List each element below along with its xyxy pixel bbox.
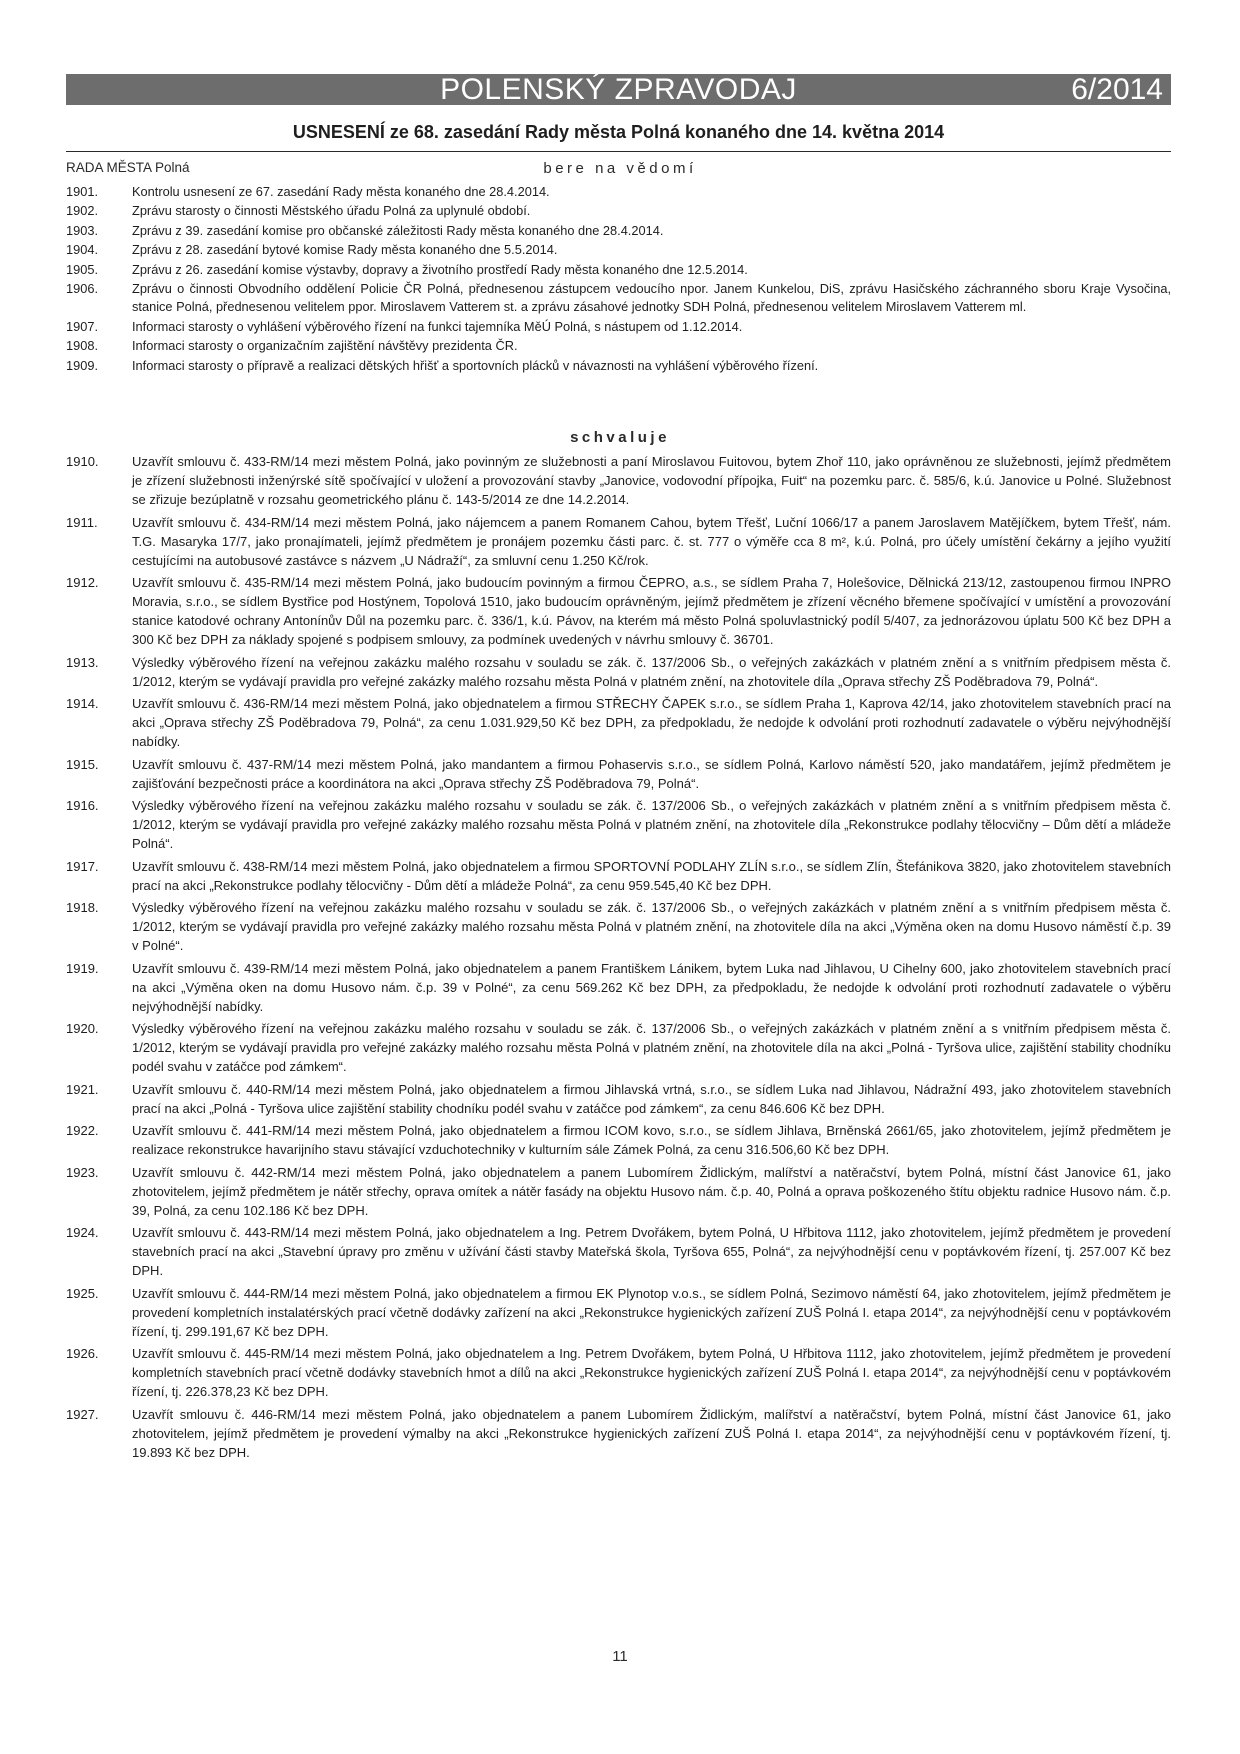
notes-item: [66, 357, 1171, 375]
resolution-item: [66, 1163, 1171, 1220]
masthead-banner: [66, 74, 1171, 105]
resolution-item: [66, 573, 1171, 649]
resolution-item: [66, 513, 1171, 570]
resolution-item: [66, 1405, 1171, 1462]
resolution-text: Výsledky výběrového řízení na veřejnou zakázku malého rozsahu v souladu se zák. č. 137/2006 Sb., o veřejných zakázkách v platném znění a s vnitřním předpisem města č. 1/2012, kterým se vydávají pravidla pro veřejné zakázky malého rozsahu města Polná v platném znění, na zhotovitele díla „Rekonstrukce podlahy tělocvičny – Dům dětí a mládeže Polná“.: [132, 798, 1171, 851]
resolution-item: [66, 653, 1171, 691]
resolution-text: Uzavřít smlouvu č. 446-RM/14 mezi městem Polná, jako objednatelem a panem Lubomírem Židlickým, malířství a natěračství, bytem Polná, místní část Janovice 61, jako zhotovitelem, jejímž předmětem je provedení výmalby na akci „Rekonstrukce hygienických zařízení ZUŠ Polná I. etapa 2014“, za nejvýhodnější cenu v poptávkovém řízení, tj. 19.893 Kč bez DPH.: [132, 1406, 1171, 1460]
resolution-text: Zprávu z 28. zasedání bytové komise Rady města konaného dne 5.5.2014.: [132, 242, 558, 258]
resolution-text: Uzavřít smlouvu č. 434-RM/14 mezi městem Polná, jako nájemcem a panem Romanem Cahou, bytem Třešť, Luční 1066/17 a panem Jaroslavem Matějíčkem, bytem Třešť, nám. T.G. Masaryka 17/7, jako pronajímateli, jejímž předmětem je pronájem pozemku části parc. č. st. 777 o výměře cca 8 m², k.ú. Polná, pro účely umístění čekárny a jejího využití cestujícími na autobusové zastávce s názvem „U Nádraží“, za smluvní cenu 1.250 Kč/rok.: [132, 514, 1171, 568]
resolution-item: [66, 452, 1171, 509]
resolution-number: 1924.: [66, 1225, 99, 1240]
resolution-text: Uzavřít smlouvu č. 444-RM/14 mezi městem Polná, jako objednatelem a firmou EK Plynotop v.o.s., se sídlem Polná, Sezimovo náměstí 64, jako zhotovitelem, jejímž předmětem je provedení kompletních instalatérských prací včetně dodávky zařízení na akci „Rekonstrukce hygienických zařízení ZUŠ Polná I. etapa 2014“, za nejvýhodnější cenu v poptávkovém řízení, tj. 299.191,67 Kč bez DPH.: [132, 1285, 1171, 1339]
resolution-text: Informaci starosty o vyhlášení výběrového řízení na funkci tajemníka MěÚ Polná, s nástupem od 1.12.2014.: [132, 318, 743, 334]
resolution-text: Uzavřít smlouvu č. 439-RM/14 mezi městem Polná, jako objednatelem a panem Františkem Lánikem, bytem Luka nad Jihlavou, U Cihelny 600, jako zhotovitelem stavebních prací na akci „Výměna oken na domu Husovo nám. č.p. 39 v Polné“, za cenu 569.262 Kč bez DPH, za předpokladu, že nedojde k odvolání proti rozhodnutí zadavatele o výběru nejvýhodnější nabídky.: [132, 960, 1171, 1014]
resolution-item: [66, 1080, 1171, 1118]
resolution-number: 1906.: [66, 281, 99, 297]
title-divider: [66, 151, 1171, 152]
notes-item: [66, 183, 1171, 201]
resolution-text: Uzavřít smlouvu č. 441-RM/14 mezi městem Polná, jako objednatelem a firmou ICOM kovo, s.r.o., se sídlem Jihlava, Brněnská 2661/65, jako zhotovitelem, jejímž předmětem je realizace rekonstrukce havarijního stavu stávající vzduchotechniky v kulturním sále Zámek Polná, za cenu 316.506,60 Kč bez DPH.: [132, 1123, 1171, 1157]
resolution-text: Uzavřít smlouvu č. 437-RM/14 mezi městem Polná, jako mandantem a firmou Pohaservis s.r.o., se sídlem Polná, Karlovo náměstí 520, jako mandatářem, jejímž předmětem je zajišťování bezpečnosti práce a koordinátora na akci „Oprava střechy ZŠ Poděbradova 79, Polná“.: [132, 756, 1171, 791]
resolution-item: [66, 1284, 1171, 1341]
resolution-text: Uzavřít smlouvu č. 436-RM/14 mezi městem Polná, jako objednatelem a firmou STŘECHY ČAPEK s.r.o., se sídlem Praha 1, Kaprova 42/14, jako zhotovitelem stavebních prací na akci „Oprava střechy ZŠ Poděbradova 79, Polná“, za cenu 1.031.929,50 Kč bez DPH, za předpokladu, že nedojde k odvolání proti rozhodnutí zadavatele o výběru nejvýhodnější nabídky.: [132, 696, 1171, 749]
resolution-number: 1905.: [66, 261, 99, 277]
resolution-number: 1912.: [66, 575, 99, 590]
notes-item-list: [66, 183, 1171, 376]
resolution-text: Zprávu o činnosti Obvodního oddělení Policie ČR Polná, přednesenou zástupcem vedoucího npor. Janem Kunkelou, DiS, zprávu Hasičského záchranného sboru Kraje Vysočina, stanice Polná, přednesenou velitelem ppor. Miroslavem Vatterem st. a zprávu zásahové jednotky SDH Polná, přednesenou velitelem Miroslavem Vatterem ml.: [132, 281, 1171, 315]
resolution-number: 1926.: [66, 1346, 99, 1361]
resolution-text: Uzavřít smlouvu č. 438-RM/14 mezi městem Polná, jako objednatelem a firmou SPORTOVNÍ PODLAHY ZLÍN s.r.o., se sídlem Zlín, Štefánikova 3820, jako zhotovitelem stavebních prací na akci „Rekonstrukce podlahy tělocvičny - Dům dětí a mládeže Polná“, za cenu 959.545,40 Kč bez DPH.: [132, 858, 1171, 893]
approves-item-list: [66, 452, 1171, 1465]
resolution-number: 1901.: [66, 184, 99, 199]
resolution-item: [66, 898, 1171, 955]
resolution-text: Kontrolu usnesení ze 67. zasedání Rady města konaného dne 28.4.2014.: [132, 184, 550, 199]
resolution-item: [66, 796, 1171, 853]
resolution-number: 1915.: [66, 756, 99, 772]
page-number: 11: [612, 1648, 628, 1665]
resolution-text: Informaci starosty o přípravě a realizaci dětských hřišť a sportovních plácků v návaznosti na vyhlášení výběrového řízení.: [132, 357, 819, 373]
resolution-number: 1904.: [66, 242, 99, 258]
notes-item: [66, 261, 1171, 279]
resolution-number: 1903.: [66, 222, 99, 238]
notes-item: [66, 318, 1171, 336]
resolution-number: 1917.: [66, 858, 99, 874]
resolution-number: 1922.: [66, 1123, 99, 1138]
resolution-number: 1902.: [66, 203, 99, 219]
notes-item: [66, 202, 1171, 220]
issue-number: 6/2014: [1071, 73, 1163, 106]
resolution-text: Zprávu z 26. zasedání komise výstavby, dopravy a životního prostředí Rady města konaného dne 12.5.2014.: [132, 261, 748, 277]
resolution-number: 1910.: [66, 454, 99, 469]
resolution-item: [66, 1121, 1171, 1159]
resolution-number: 1921.: [66, 1081, 99, 1097]
section-heading-approves: schvaluje: [570, 429, 670, 446]
resolution-text: Výsledky výběrového řízení na veřejnou zakázku malého rozsahu v souladu se zák. č. 137/2006 Sb., o veřejných zakázkách v platném znění a s vnitřním předpisem města č. 1/2012, kterým se vydávají pravidla pro veřejné zakázky malého rozsahu města Polná v platném znění, na zhotovitele díla „Oprava střechy ZŠ Poděbradova 79, Polná“.: [132, 654, 1171, 689]
resolution-number: 1923.: [66, 1164, 99, 1180]
resolution-number: 1908.: [66, 338, 99, 354]
resolution-number: 1925.: [66, 1285, 99, 1301]
resolution-text: Uzavřít smlouvu č. 440-RM/14 mezi městem Polná, jako objednatelem a firmou Jihlavská vrtná, s.r.o., se sídlem Luka nad Jihlavou, Nádražní 493, jako zhotovitelem stavebních prací na akci „Polná - Tyršova ulice zajištění stability chodníku podél svahu v zatáčce pod zámkem“, za cenu 846.606 Kč bez DPH.: [132, 1081, 1171, 1116]
resolution-number: 1909.: [66, 357, 99, 373]
resolution-item: [66, 1223, 1171, 1280]
resolution-text: Uzavřít smlouvu č. 435-RM/14 mezi městem Polná, jako budoucím povinným a firmou ČEPRO, a.s., se sídlem Praha 7, Holešovice, Dělnická 213/12, zastoupenou firmou INPRO Moravia, s.r.o., se sídlem Bystřice pod Hostýnem, Topolová 1510, jako budoucím oprávněným, jejímž předmětem je zřízení věcného břemene spočívající v umístění a provozování stanice katodové ochrany Antonínův Důl na pozemku parc. č. 336/1, k.ú. Pávov, na kterém má město Polná spoluvlastnický podíl 5/407, za jednorázovou úplatu 500 Kč bez DPH a 300 Kč bez DPH za náklady spojené s podpisem smlouvy, za podmínek uvedených v návrhu smlouvy č. 36701.: [132, 575, 1171, 647]
resolution-item: [66, 857, 1171, 895]
resolution-item: [66, 694, 1171, 751]
resolution-item: [66, 755, 1171, 793]
resolution-item: [66, 1344, 1171, 1401]
resolution-number: 1919.: [66, 960, 99, 976]
notes-item: [66, 241, 1171, 259]
resolution-item: [66, 1019, 1171, 1076]
notes-item: [66, 222, 1171, 240]
notes-item: [66, 337, 1171, 355]
resolution-text: Zprávu z 39. zasedání komise pro občanské záležitosti Rady města konaného dne 28.4.2014.: [132, 222, 664, 238]
resolution-number: 1916.: [66, 798, 99, 813]
resolution-text: Informaci starosty o organizačním zajištění návštěvy prezidenta ČR.: [132, 338, 518, 354]
resolution-title: USNESENÍ ze 68. zasedání Rady města Polná konaného dne 14. května 2014: [292, 122, 945, 142]
resolution-number: 1914.: [66, 696, 99, 711]
resolution-text: Uzavřít smlouvu č. 445-RM/14 mezi městem Polná, jako objednatelem a Ing. Petrem Dvořákem, bytem Polná, U Hřbitova 1112, jako zhotovitelem, jejímž předmětem je provedení kompletních stavebních prací včetně dodávky stavebních hmot a dílů na akci „Rekonstrukce hygienických zařízení ZUŠ Polná I. etapa 2014“, za nejvýhodnější cenu v poptávkovém řízení, tj. 226.378,23 Kč bez DPH.: [132, 1346, 1171, 1399]
resolution-number: 1920.: [66, 1021, 99, 1036]
resolution-number: 1913.: [66, 654, 99, 670]
resolution-number: 1918.: [66, 900, 99, 915]
resolution-text: Uzavřít smlouvu č. 433-RM/14 mezi městem Polná, jako povinným ze služebnosti a paní Miroslavou Fuitovou, bytem Zhoř 110, jako oprávněnou ze služebnosti, jejímž předmětem je zřízení služebnosti inženýrské sítě spočívající v uložení a provozování stavby „Janovice, vodovodní přípojka, Fuit“ na pozemku parc. č. 585/6, k.ú. Janovice u Polné. Služebnost se zřizuje bezúplatně v rozsahu geometrického plánu č. 143-5/2014 ze dne 14.2.2014.: [132, 454, 1171, 507]
resolution-text: Uzavřít smlouvu č. 443-RM/14 mezi městem Polná, jako objednatelem a Ing. Petrem Dvořákem, bytem Polná, U Hřbitova 1112, jako zhotovitelem, jejímž předmětem je provedení stavebních prací na akci „Stavební úpravy pro změnu v užívání části stavby Mateřská škola, Tyršova 655, Polná“, za nejvýhodnější cenu v poptávkovém řízení, tj. 257.007 Kč bez DPH.: [132, 1225, 1171, 1278]
resolution-text: Uzavřít smlouvu č. 442-RM/14 mezi městem Polná, jako objednatelem a panem Lubomírem Židlickým, malířství a natěračství, bytem Polná, místní část Janovice 61, jako zhotovitelem, jejímž předmětem je nátěr střechy, oprava omítek a nátěr fasády na objektu Husovo nám. č.p. 40, Polná a oprava poškozeného štítu objektu radnice Husovo nám. č.p. 39, Polná, za cenu 102.186 Kč bez DPH.: [132, 1164, 1171, 1218]
resolution-text: Zprávu starosty o činnosti Městského úřadu Polná za uplynulé období.: [132, 203, 531, 219]
notes-item: [66, 280, 1171, 317]
newsletter-title: POLENSKÝ ZPRAVODAJ: [440, 73, 797, 106]
resolution-text: Výsledky výběrového řízení na veřejnou zakázku malého rozsahu v souladu se zák. č. 137/2006 Sb., o veřejných zakázkách v platném znění a s vnitřním předpisem města č. 1/2012, kterým se vydávají pravidla pro veřejné zakázky malého rozsahu města Polná v platném znění, na zhotovitele díla na akci „Výměna oken na domu Husovo náměstí č.p. 39 v Polné“.: [132, 900, 1171, 953]
resolution-number: 1911.: [66, 514, 98, 530]
resolution-text: Výsledky výběrového řízení na veřejnou zakázku malého rozsahu v souladu se zák. č. 137/2006 Sb., o veřejných zakázkách v platném znění a s vnitřním předpisem města č. 1/2012, kterým se vydávají pravidla pro veřejné zakázky malého rozsahu města Polná v platném znění, na zhotovitele díla na akci „Polná - Tyršova ulice, zajištění stability chodníku podél svahu v zatáčce pod zámkem“.: [132, 1021, 1171, 1074]
resolution-number: 1907.: [66, 318, 99, 334]
council-label: RADA MĚSTA Polná: [66, 160, 190, 175]
section-heading-notes: bere na vědomí: [543, 160, 697, 177]
resolution-number: 1927.: [66, 1406, 99, 1422]
resolution-item: [66, 959, 1171, 1016]
